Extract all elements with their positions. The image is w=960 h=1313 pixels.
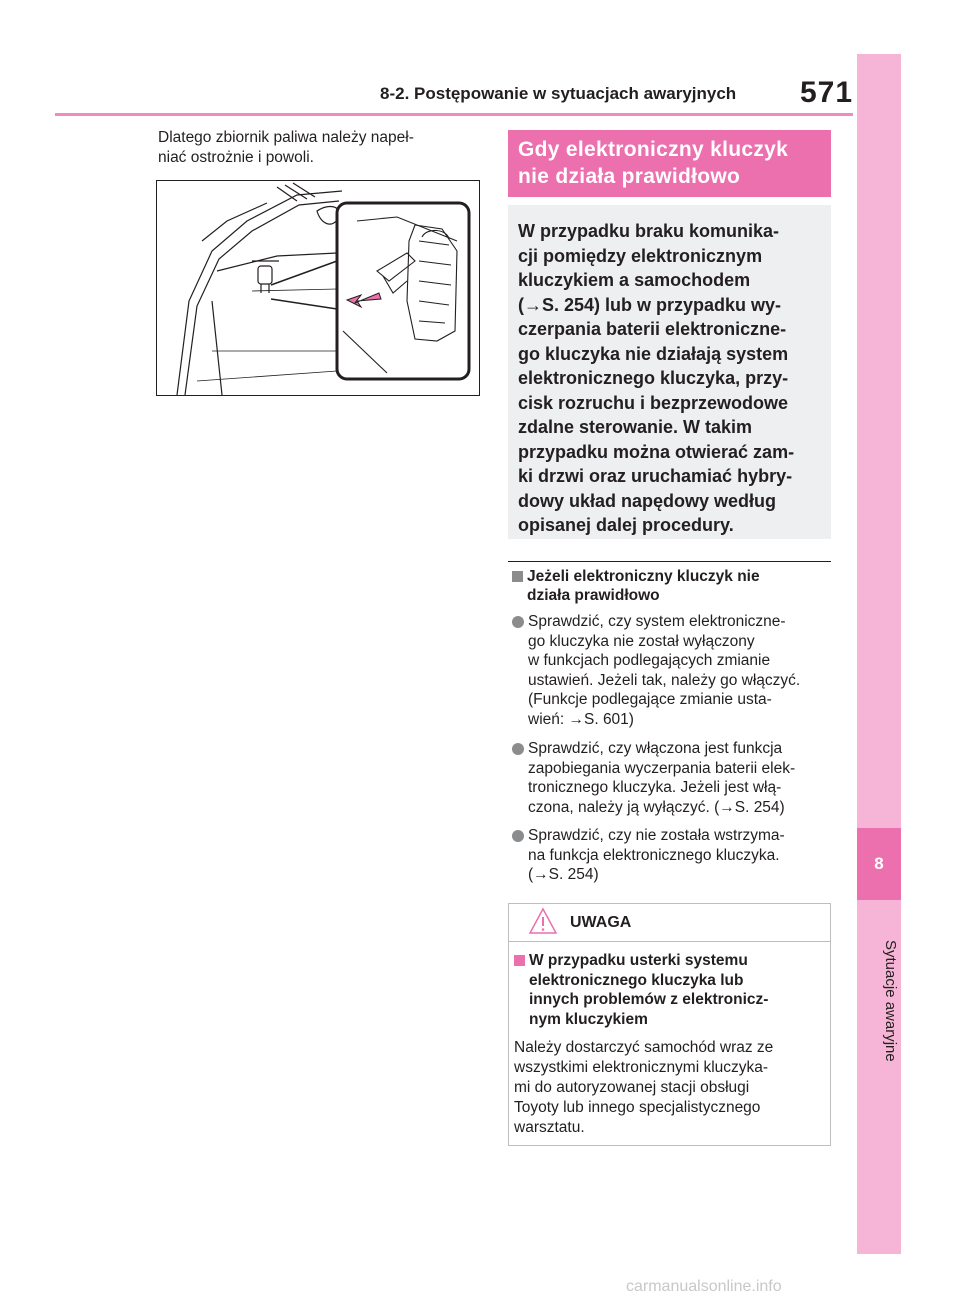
bullet-dot-icon [512, 830, 524, 842]
section-title-band: Gdy elektroniczny kluczyk nie działa prawidłowo [508, 130, 831, 197]
list-item [512, 826, 830, 885]
intro-box: W przypadku braku komunika- cji pomiędzy elektronicznym kluczykiem a samochodem (→S. 254) lub w przypadku wy- czerpania baterii elektroniczne- go kluczyka nie działają system elektronicznego kluczyka, przy- cisk rozruchu i bezprzewodowe zdalne sterowanie. W takim przypadku można otwierać zam- ki drzwi oraz uruchamiać hybry- dowy układ napędowy według opisanej dalej procedury. [508, 205, 831, 539]
list-item-text: Sprawdzić, czy nie została wstrzyma- na funkcja elektronicznego kluczyka. (→S. 254) [528, 827, 785, 884]
section-header: 8-2. Postępowanie w sytuacjach awaryjnych [380, 84, 737, 103]
header-rule [55, 113, 853, 116]
list-item-text: Sprawdzić, czy włączona jest funkcja zapobiegania wyczerpania baterii elek- tronicznego kluczyka. Jeżeli jest włą- czona, należy ją wyłączyć. (→S. 254) [528, 740, 796, 816]
list-item-text: Sprawdzić, czy system elektroniczne- go kluczyka nie został wyłączony w funkcjach podlegających zmianie ustawień. Jeżeli tak, należy go włączyć. (Funkcje podlegające zmianie usta- wień: →S. 601) [528, 613, 801, 728]
left-paragraph: Dlatego zbiornik paliwa należy napeł- niać ostrożnie i powoli. [158, 129, 414, 166]
square-bullet-icon [514, 955, 525, 966]
warning-triangle-icon [528, 906, 558, 936]
chapter-number-tab: 8 [857, 828, 901, 900]
section-rule [508, 561, 831, 562]
bullet-dot-icon [512, 743, 524, 755]
warning-subheading-text: W przypadku usterki systemu elektronicznego kluczyka lub innych problemów z elektronicz- nym kluczykiem [529, 952, 769, 1028]
list-item [512, 739, 830, 817]
list-item [512, 612, 830, 730]
trunk-drawing [157, 181, 479, 395]
subsection-heading [512, 567, 830, 605]
warning-title: UWAGA [570, 914, 632, 931]
trunk-illustration [156, 180, 480, 396]
page-number: 571 [800, 76, 854, 109]
bullet-dot-icon [512, 616, 524, 628]
warning-body: Należy dostarczyć samochód wraz ze wszystkimi elektronicznymi kluczyka- mi do autoryzowanej stacji obsługi Toyoty lub innego specjalistycznego warsztatu. [514, 1039, 774, 1136]
square-bullet-icon [512, 571, 523, 582]
watermark: carmanualsonline.info [626, 1278, 782, 1295]
chapter-title-vertical: Sytuacje awaryjne [882, 940, 899, 1062]
warning-separator [509, 941, 830, 942]
subsection-heading-text: Jeżeli elektroniczny kluczyk nie działa prawidłowo [527, 568, 760, 604]
warning-subheading [514, 951, 826, 1029]
